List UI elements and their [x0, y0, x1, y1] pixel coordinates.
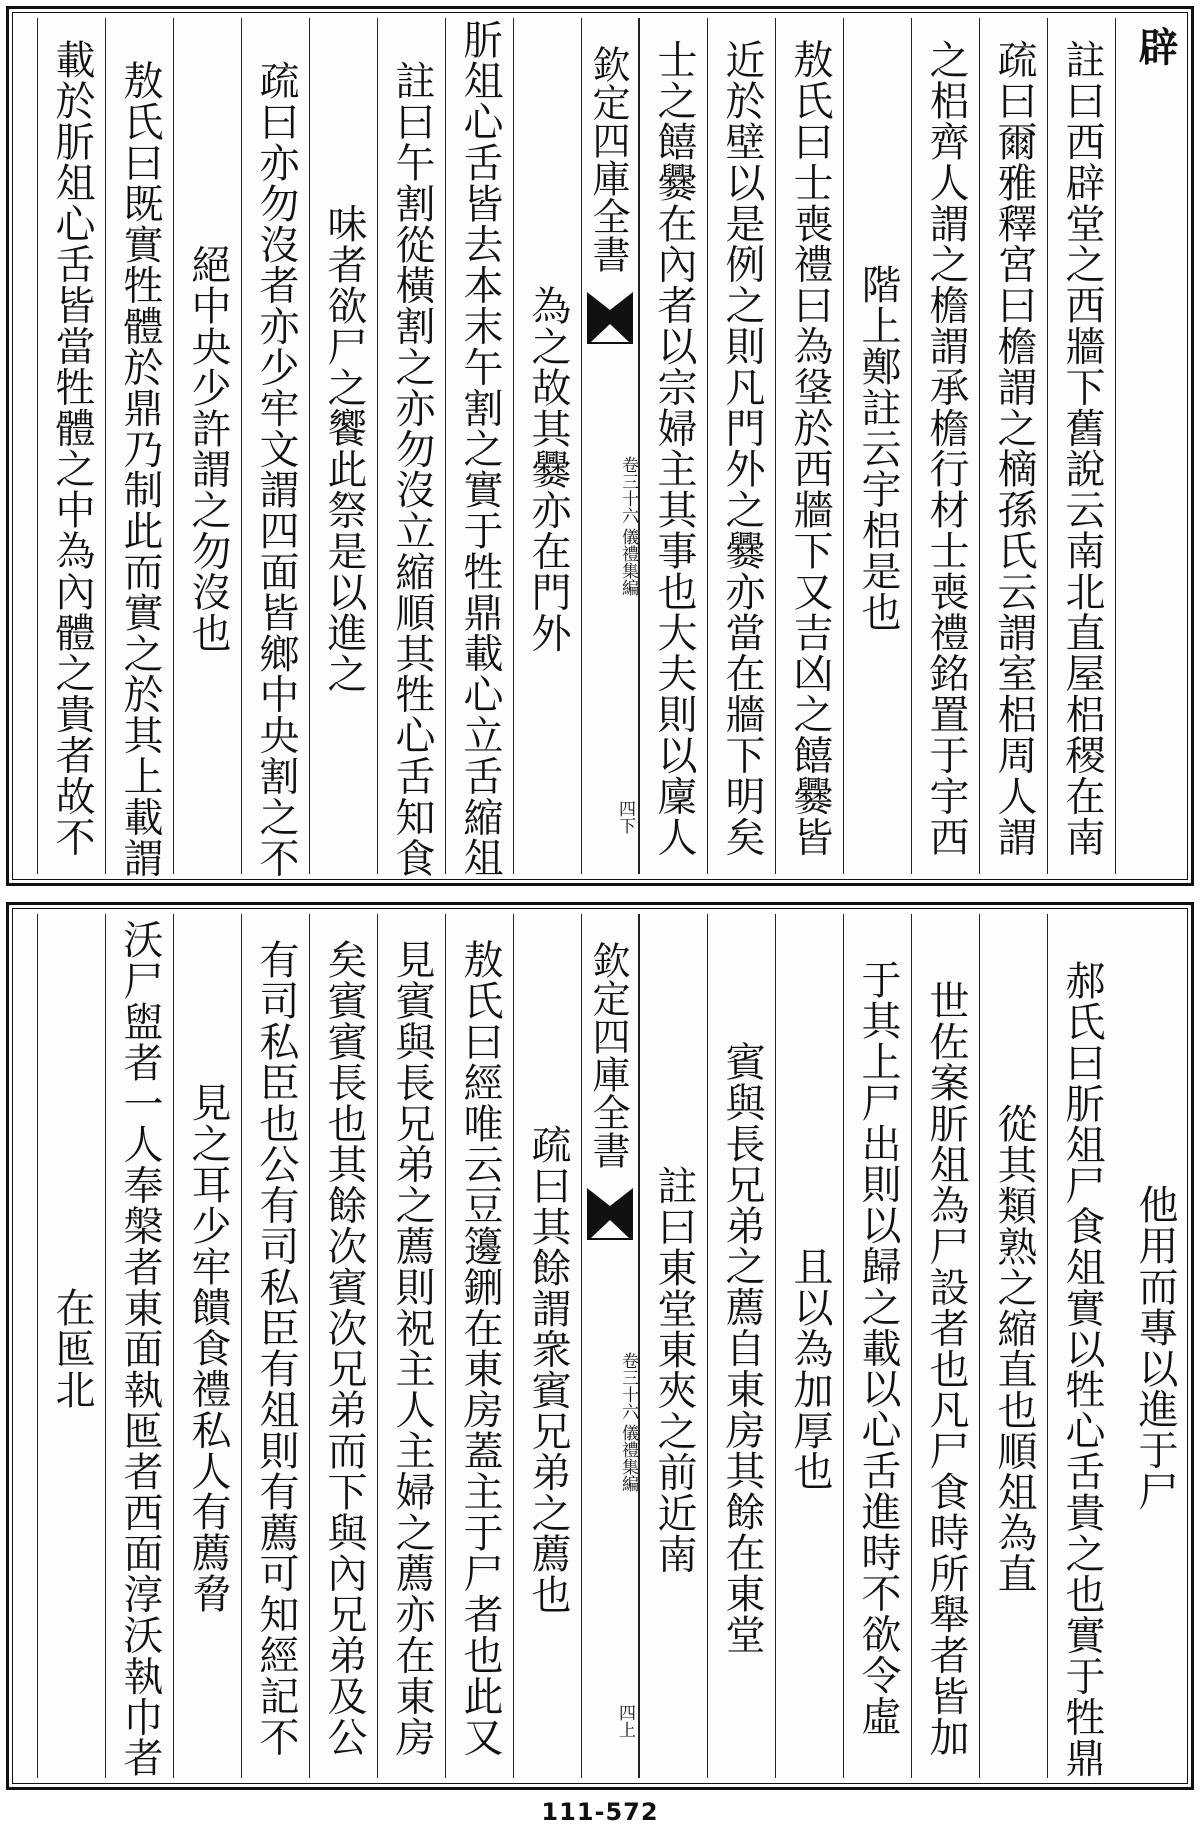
column-text: 註曰午割從橫割之亦勿沒立縮順其牲心舌知食: [389, 60, 435, 878]
text-column: [911, 914, 979, 1778]
column-text: 且以為加厚也: [787, 1246, 833, 1492]
top-page: [6, 6, 1194, 886]
text-column: [37, 914, 105, 1778]
text-column: [775, 914, 843, 1778]
text-column: [513, 18, 581, 874]
top-page-inner: [18, 18, 1182, 878]
fishtail-mark-icon: [587, 288, 633, 344]
text-column: [979, 18, 1047, 874]
center-fold-column: [581, 18, 639, 874]
text-column: [911, 18, 979, 874]
text-column: [1047, 914, 1115, 1778]
column-text: 郝氏曰肵俎尸食俎實以牲心舌貴之也實于牲鼎: [1059, 960, 1105, 1778]
top-label-column: [1115, 18, 1188, 874]
book-title: 儀禮集編: [618, 528, 638, 596]
book-volume-label: [582, 1252, 638, 1592]
text-column: [105, 18, 173, 878]
column-text: 于其上尸出則以歸之載以心舌進時不欲令虛: [855, 959, 901, 1737]
text-column: [1047, 18, 1115, 874]
text-column: [843, 18, 911, 874]
column-text: 矣賓賓長也其餘次賓次兄弟而下與內兄弟及公: [321, 939, 367, 1757]
column-text: 載於肵俎心舌皆當牲體之中為內體之貴者故不: [49, 39, 95, 857]
column-text: 註曰西辟堂之西牆下舊說云南北直屋梠稷在南: [1059, 39, 1105, 857]
text-column: [309, 914, 377, 1778]
column-text: 疏曰其餘謂衆賓兄弟之薦也: [525, 1123, 571, 1615]
column-text: 賓與長兄弟之薦自東房其餘在東堂: [719, 1041, 765, 1655]
text-column: [707, 914, 775, 1778]
text-column: [445, 18, 513, 878]
column-text: 從其類熟之縮直也順俎為直: [991, 1102, 1037, 1594]
column-text: 他用而專以進于尸: [1132, 1184, 1178, 1512]
book-title: 儀禮集編: [618, 1424, 638, 1492]
column-text: 在匜北: [49, 1286, 95, 1410]
center-fold-column: [581, 914, 639, 1778]
column-text: 有司私臣也公有司私臣有俎則有薦可知經記不: [253, 939, 299, 1757]
text-column: [639, 18, 707, 874]
column-text: 沃尸盥者一人奉槃者東面執匜者西面淳沃執巾者: [117, 918, 163, 1778]
column-text: 肵俎心舌皆去本末午割之實于牲鼎載心立舌縮俎: [457, 18, 503, 878]
column-text: 味者欲尸之饗此祭是以進之: [321, 202, 367, 694]
text-column: [445, 914, 513, 1778]
volume-label: 卷三十六: [618, 456, 638, 524]
folio-number: 四下: [615, 800, 635, 834]
page-number-footer: 111-572: [541, 1798, 659, 1826]
section-label: 辟: [1132, 26, 1179, 66]
text-column: [241, 18, 309, 878]
column-text: 疏曰爾雅釋宮曰檐謂之樀孫氏云謂室梠周人謂: [991, 39, 1037, 857]
column-text: 階上鄭註云宇梠是也: [855, 263, 901, 633]
bottom-page-inner: [18, 914, 1182, 1778]
text-column: [309, 18, 377, 874]
text-column: [775, 18, 843, 874]
bottom-page: [6, 902, 1194, 1790]
column-text: 敖氏曰既實牲體於鼎乃制此而實之於其上載謂: [117, 60, 163, 878]
column-text: 絕中央少許謂之勿沒也: [185, 243, 231, 653]
text-column: [639, 914, 707, 1778]
column-text: 見之耳少牢饋食禮私人有薦脅: [185, 1082, 231, 1614]
text-column: [173, 18, 241, 874]
book-series-title: 欽定四庫全書: [586, 45, 630, 273]
text-column: [241, 914, 309, 1778]
column-text: 敖氏曰經唯云豆籩鉶在東房蓋主于尸者也此又: [457, 939, 503, 1757]
column-text: 見賓與長兄弟之薦則祝主人主婦之薦亦在東房: [389, 939, 435, 1757]
column-text: 敖氏曰士喪禮曰為垼於西牆下又吉凶之饎爨皆: [787, 39, 833, 857]
text-column: [37, 18, 105, 874]
text-column: [707, 18, 775, 874]
book-volume-label: [582, 356, 638, 696]
book-series-title: 欽定四庫全書: [586, 941, 630, 1169]
text-column: [513, 914, 581, 1778]
column-text: 士之饎爨在內者以宗婦主其事也大夫則以廩人: [651, 39, 697, 857]
column-text: 之梠齊人謂之檐謂承檐行材士喪禮銘置于宇西: [923, 39, 969, 857]
text-column: [105, 914, 173, 1778]
column-text: 近於壁以是例之則凡門外之爨亦當在牆下明矣: [719, 39, 765, 857]
text-column: [377, 914, 445, 1778]
text-column: [843, 914, 911, 1778]
text-column: [1115, 914, 1188, 1778]
fishtail-mark-icon: [587, 1184, 633, 1240]
column-text: 為之故其爨亦在門外: [525, 284, 571, 654]
volume-label: 卷三十六: [618, 1352, 638, 1420]
folio-number: 四上: [615, 1704, 635, 1738]
column-text: 世佐案肵俎為尸設者也凡尸食時所舉者皆加: [923, 980, 969, 1758]
column-text: 疏曰亦勿沒者亦少牢文謂四面皆鄉中央割之不: [253, 60, 299, 878]
column-text: 註曰東堂東夾之前近南: [651, 1164, 697, 1574]
text-column: [979, 914, 1047, 1778]
text-column: [173, 914, 241, 1778]
text-column: [377, 18, 445, 878]
